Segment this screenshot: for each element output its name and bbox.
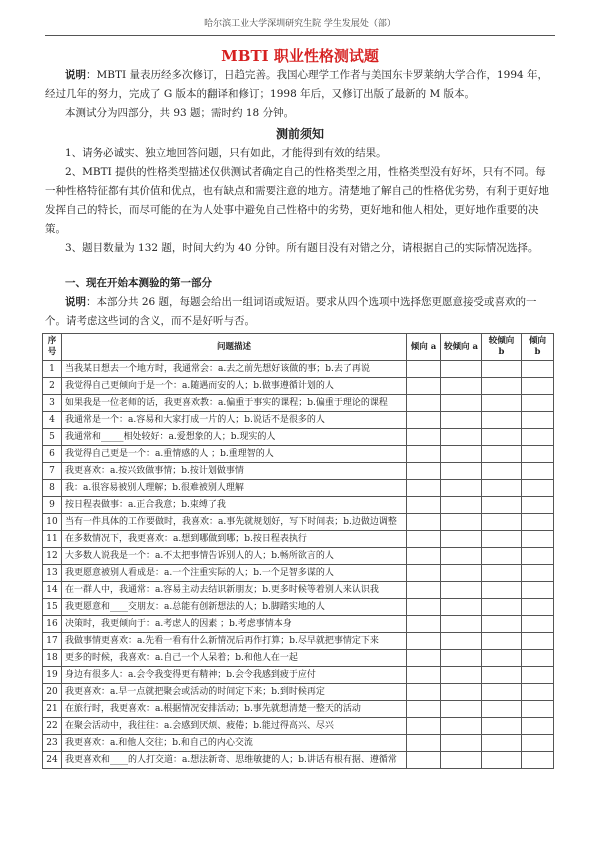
question-table <box>42 333 554 769</box>
answer-cell-b-strong[interactable] <box>522 616 554 633</box>
question-text: 在聚会活动中，我往往：a.会感到厌烦、疲倦；b.能过得高兴、尽兴 <box>62 718 407 735</box>
table-row <box>43 582 554 599</box>
table-row <box>43 752 554 769</box>
answer-cell-a-mild[interactable] <box>441 633 482 650</box>
answer-cell-b-mild[interactable] <box>482 616 522 633</box>
question-text: 如果我是一位老师的话，我更喜欢教：a.偏重于事实的课程；b.偏重于理论的课程 <box>62 395 407 412</box>
answer-cell-b-mild[interactable] <box>482 463 522 480</box>
answer-cell-b-strong[interactable] <box>522 378 554 395</box>
answer-cell-a-strong[interactable] <box>407 480 441 497</box>
answer-cell-a-strong[interactable] <box>407 446 441 463</box>
answer-cell-a-strong[interactable] <box>407 463 441 480</box>
answer-cell-a-mild[interactable] <box>441 378 482 395</box>
answer-cell-b-strong[interactable] <box>522 667 554 684</box>
question-text: 我更喜欢：a.和他人交往；b.和自己的内心交流 <box>62 735 407 752</box>
question-number: 12 <box>43 548 62 565</box>
table-row <box>43 684 554 701</box>
question-text: 我通常是一个：a.容易和大家打成一片的人；b.说话不是很多的人 <box>62 412 407 429</box>
question-text: 身边有很多人：a.会令我变得更有精神；b.会令我感到疲于应付 <box>62 667 407 684</box>
answer-cell-a-strong[interactable] <box>407 548 441 565</box>
question-number: 8 <box>43 480 62 497</box>
answer-cell-a-strong[interactable] <box>407 582 441 599</box>
notice-item-2: 2、MBTI 提供的性格类型描述仅供测试者确定自己的性格类型之用，性格类型没有好坏，只有不同。每一种性格特征都有其价值和优点，也有缺点和需要注意的地方。清楚地了解自己的性格优劣势，有利于更好地发挥自己的特长，而尽可能的在为人处事中避免自己性格中的劣势，更好地和他人相处，更好地作重要的决策。 <box>45 166 549 235</box>
answer-cell-a-mild[interactable] <box>441 701 482 718</box>
answer-cell-b-mild[interactable] <box>482 582 522 599</box>
table-row <box>43 548 554 565</box>
part1-text: ：本部分共 26 题，每题会给出一组词语或短语。要求从四个选项中选择您更愿意接受或喜欢的一个。请考虑这些词的含义，而不是好听与否。 <box>45 296 537 327</box>
table-row <box>43 718 554 735</box>
table-row <box>43 429 554 446</box>
answer-cell-a-mild[interactable] <box>441 395 482 412</box>
question-text: 决策时，我更倾向于：a.考虑人的因素 ；b.考虑事情本身 <box>62 616 407 633</box>
answer-cell-a-mild[interactable] <box>441 531 482 548</box>
table-row <box>43 395 554 412</box>
table-row <box>43 463 554 480</box>
question-text: 当我某日想去一个地方时，我通常会：a.去之前先想好该做的事；b.去了再说 <box>62 361 407 378</box>
question-text: 我更愿意被别人看成是：a.一个注重实际的人；b.一个足智多谋的人 <box>62 565 407 582</box>
table-row <box>43 667 554 684</box>
question-text: 当有一件具体的工作要做时，我喜欢：a.事先就规划好，写下时间表；b.边做边调整 <box>62 514 407 531</box>
intro-label: 说明 <box>65 69 86 81</box>
question-number: 14 <box>43 582 62 599</box>
answer-cell-b-mild[interactable] <box>482 752 522 769</box>
answer-cell-b-mild[interactable] <box>482 361 522 378</box>
answer-cell-b-strong[interactable] <box>522 684 554 701</box>
answer-cell-a-strong[interactable] <box>407 378 441 395</box>
column-header: 倾向 b <box>522 334 554 361</box>
question-text: 按日程表做事：a.正合我意；b.束缚了我 <box>62 497 407 514</box>
question-number: 23 <box>43 735 62 752</box>
answer-cell-a-strong[interactable] <box>407 599 441 616</box>
answer-cell-b-mild[interactable] <box>482 497 522 514</box>
answer-cell-b-mild[interactable] <box>482 599 522 616</box>
column-header: 较倾向 a <box>441 334 482 361</box>
question-text: 在旅行时，我更喜欢：a.根据情况安排活动；b.事先就想清楚一整天的活动 <box>62 701 407 718</box>
answer-cell-a-strong[interactable] <box>407 684 441 701</box>
table-row <box>43 514 554 531</box>
answer-cell-b-mild[interactable] <box>482 565 522 582</box>
question-number: 5 <box>43 429 62 446</box>
question-number: 7 <box>43 463 62 480</box>
question-number: 11 <box>43 531 62 548</box>
answer-cell-a-strong[interactable] <box>407 514 441 531</box>
answer-cell-b-strong[interactable] <box>522 361 554 378</box>
answer-cell-a-strong[interactable] <box>407 429 441 446</box>
answer-cell-a-mild[interactable] <box>441 684 482 701</box>
question-number: 4 <box>43 412 62 429</box>
table-row <box>43 361 554 378</box>
question-number: 6 <box>43 446 62 463</box>
question-text: 大多数人说我是一个：a.不太把事情告诉别人的人；b.畅所欲言的人 <box>62 548 407 565</box>
question-number: 2 <box>43 378 62 395</box>
table-header-row <box>43 334 554 361</box>
answer-cell-b-strong[interactable] <box>522 582 554 599</box>
column-header: 较倾向 b <box>482 334 522 361</box>
table-row <box>43 531 554 548</box>
answer-cell-b-mild[interactable] <box>482 480 522 497</box>
intro-line2: 本测试分为四部分，共 93 题；需时约 18 分钟。 <box>65 107 295 119</box>
question-text: 在多数情况下，我更喜欢：a.想到哪做到哪；b.按日程表执行 <box>62 531 407 548</box>
answer-cell-a-strong[interactable] <box>407 412 441 429</box>
answer-cell-a-mild[interactable] <box>441 667 482 684</box>
answer-cell-a-mild[interactable] <box>441 480 482 497</box>
spacer <box>45 258 555 274</box>
question-number: 9 <box>43 497 62 514</box>
table-row <box>43 446 554 463</box>
intro-text: ：MBTI 量表历经多次修订，日趋完善。我国心理学工作者与美国东卡罗莱纳大学合作，1994 年，经过几年的努力，完成了 G 版本的翻译和修订；1998 年后，又修订出版了最新的 M 版本。 <box>45 69 549 100</box>
question-number: 3 <box>43 395 62 412</box>
answer-cell-a-mild[interactable] <box>441 361 482 378</box>
answer-cell-a-strong[interactable] <box>407 361 441 378</box>
question-text: 我做事情更喜欢：a.先看一看有什么新情况后再作打算；b.尽早就把事情定下来 <box>62 633 407 650</box>
answer-cell-a-strong[interactable] <box>407 650 441 667</box>
answer-cell-a-mild[interactable] <box>441 429 482 446</box>
answer-cell-b-strong[interactable] <box>522 633 554 650</box>
answer-cell-b-strong[interactable] <box>522 446 554 463</box>
answer-cell-a-mild[interactable] <box>441 616 482 633</box>
answer-cell-b-strong[interactable] <box>522 497 554 514</box>
answer-cell-b-mild[interactable] <box>482 514 522 531</box>
question-number: 18 <box>43 650 62 667</box>
answer-cell-b-strong[interactable] <box>522 650 554 667</box>
question-number: 22 <box>43 718 62 735</box>
question-number: 13 <box>43 565 62 582</box>
answer-cell-a-strong[interactable] <box>407 718 441 735</box>
question-text: 我更喜欢：a.早一点就把聚会或活动的时间定下来；b.到时候再定 <box>62 684 407 701</box>
answer-cell-b-strong[interactable] <box>522 395 554 412</box>
answer-cell-a-strong[interactable] <box>407 667 441 684</box>
answer-cell-b-strong[interactable] <box>522 480 554 497</box>
answer-cell-a-mild[interactable] <box>441 548 482 565</box>
answer-cell-a-mild[interactable] <box>441 650 482 667</box>
table-row <box>43 650 554 667</box>
answer-cell-a-mild[interactable] <box>441 718 482 735</box>
answer-cell-b-strong[interactable] <box>522 514 554 531</box>
answer-cell-b-mild[interactable] <box>482 378 522 395</box>
answer-cell-a-strong[interactable] <box>407 735 441 752</box>
question-text: 我更喜欢和____的人打交道：a.想法新奇、思维敏捷的人；b.讲话有根有据、遵循常 <box>62 752 407 769</box>
table-row <box>43 616 554 633</box>
question-text: 我更愿意和____交朋友：a.总能有创新想法的人；b.脚踏实地的人 <box>62 599 407 616</box>
answer-cell-b-strong[interactable] <box>522 701 554 718</box>
answer-cell-a-strong[interactable] <box>407 531 441 548</box>
question-text: 我：a.很容易被别人理解；b.很难被别人理解 <box>62 480 407 497</box>
part1-label: 说明 <box>65 296 86 308</box>
answer-cell-b-mild[interactable] <box>482 395 522 412</box>
answer-cell-a-mild[interactable] <box>441 735 482 752</box>
notice-item-1: 1、请务必诚实、独立地回答问题，只有如此，才能得到有效的结果。 <box>65 147 387 159</box>
question-number: 24 <box>43 752 62 769</box>
answer-cell-a-strong[interactable] <box>407 616 441 633</box>
column-header: 序号 <box>43 334 62 361</box>
answer-cell-b-mild[interactable] <box>482 650 522 667</box>
answer-cell-a-mild[interactable] <box>441 463 482 480</box>
question-number: 21 <box>43 701 62 718</box>
table-row <box>43 633 554 650</box>
answer-cell-b-strong[interactable] <box>522 548 554 565</box>
part1-instructions <box>45 293 555 331</box>
question-text: 我通常和_____相处较好：a.爱想象的人；b.现实的人 <box>62 429 407 446</box>
answer-cell-a-mild[interactable] <box>441 582 482 599</box>
answer-cell-b-mild[interactable] <box>482 446 522 463</box>
question-text: 我觉得自己更倾向于是一个：a.随遇而安的人；b.做事遵循计划的人 <box>62 378 407 395</box>
table-row <box>43 378 554 395</box>
answer-cell-b-mild[interactable] <box>482 684 522 701</box>
column-header: 问题描述 <box>62 334 407 361</box>
answer-cell-b-mild[interactable] <box>482 735 522 752</box>
table-row <box>43 565 554 582</box>
column-header: 倾向 a <box>407 334 441 361</box>
question-text: 在一群人中，我通常：a.容易主动去结识新朋友；b.更多时候等着别人来认识我 <box>62 582 407 599</box>
answer-cell-b-strong[interactable] <box>522 599 554 616</box>
answer-cell-b-strong[interactable] <box>522 463 554 480</box>
question-number: 19 <box>43 667 62 684</box>
answer-cell-a-strong[interactable] <box>407 497 441 514</box>
answer-cell-b-strong[interactable] <box>522 735 554 752</box>
table-row <box>43 735 554 752</box>
answer-cell-b-strong[interactable] <box>522 752 554 769</box>
question-number: 10 <box>43 514 62 531</box>
answer-cell-a-mild[interactable] <box>441 514 482 531</box>
part1-heading: 一、现在开始本测验的第一部分 <box>65 277 212 289</box>
answer-cell-a-strong[interactable] <box>407 395 441 412</box>
answer-cell-b-mild[interactable] <box>482 429 522 446</box>
question-text: 我觉得自己更是一个：a.重情感的人 ；b.重理智的人 <box>62 446 407 463</box>
intro-paragraph <box>45 66 555 104</box>
answer-cell-b-strong[interactable] <box>522 565 554 582</box>
table-row <box>43 480 554 497</box>
answer-cell-a-mild[interactable] <box>441 446 482 463</box>
question-number: 20 <box>43 684 62 701</box>
question-number: 17 <box>43 633 62 650</box>
answer-cell-b-strong[interactable] <box>522 718 554 735</box>
answer-cell-a-mild[interactable] <box>441 497 482 514</box>
answer-cell-a-strong[interactable] <box>407 752 441 769</box>
page-header: 哈尔滨工业大学深圳研究生院 学生发展处（部） <box>45 18 555 36</box>
question-text: 我更喜欢：a.按兴致做事情；b.按计划做事情 <box>62 463 407 480</box>
answer-cell-b-mild[interactable] <box>482 531 522 548</box>
answer-cell-a-mild[interactable] <box>441 565 482 582</box>
document-title: MBTI 职业性格测试题 <box>221 47 379 65</box>
question-number: 16 <box>43 616 62 633</box>
answer-cell-b-mild[interactable] <box>482 667 522 684</box>
table-row <box>43 599 554 616</box>
answer-cell-b-strong[interactable] <box>522 412 554 429</box>
answer-cell-b-mild[interactable] <box>482 412 522 429</box>
answer-cell-a-strong[interactable] <box>407 633 441 650</box>
answer-cell-b-strong[interactable] <box>522 429 554 446</box>
answer-cell-a-mild[interactable] <box>441 412 482 429</box>
table-row <box>43 412 554 429</box>
answer-cell-a-strong[interactable] <box>407 701 441 718</box>
answer-cell-b-mild[interactable] <box>482 701 522 718</box>
answer-cell-b-mild[interactable] <box>482 633 522 650</box>
question-number: 15 <box>43 599 62 616</box>
answer-cell-a-mild[interactable] <box>441 752 482 769</box>
notice-title: 测前须知 <box>275 127 324 141</box>
answer-cell-b-mild[interactable] <box>482 548 522 565</box>
notice-item-3: 3、题目数量为 132 题，时间大约为 40 分钟。所有题目没有对错之分，请根据自己的实际情况选择。 <box>65 242 539 254</box>
answer-cell-a-mild[interactable] <box>441 599 482 616</box>
answer-cell-a-strong[interactable] <box>407 565 441 582</box>
table-row <box>43 497 554 514</box>
question-text: 更多的时候，我喜欢：a.自己一个人呆着；b.和他人在一起 <box>62 650 407 667</box>
question-number: 1 <box>43 361 62 378</box>
answer-cell-b-mild[interactable] <box>482 718 522 735</box>
table-row <box>43 701 554 718</box>
answer-cell-b-strong[interactable] <box>522 531 554 548</box>
